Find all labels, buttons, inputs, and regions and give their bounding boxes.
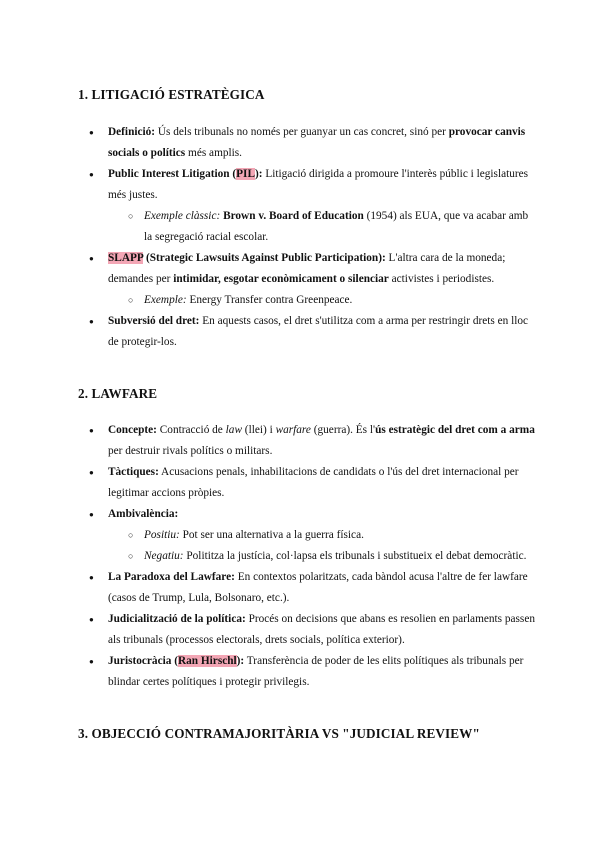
item-text: Polititza la justícia, col·lapsa els tribunals i substitueix el debat democràtic. bbox=[183, 550, 527, 562]
term: Tàctiques: bbox=[108, 466, 159, 478]
highlighted-term: Ran Hirschl bbox=[177, 655, 237, 667]
list-item-ambivalencia bbox=[78, 504, 538, 567]
sub-item-exemple-classic bbox=[108, 206, 538, 248]
section-title: 2. LAWFARE bbox=[78, 386, 158, 401]
section-title: 3. OBJECCIÓ CONTRAMAJORITÀRIA VS "JUDICIAL REVIEW" bbox=[78, 726, 480, 741]
section-litigacio-estrategica bbox=[78, 85, 538, 353]
item-text: (1954) als EUA, que va acabar amb la segregació racial escolar. bbox=[144, 210, 529, 243]
list-item-subversio bbox=[78, 311, 538, 353]
term: Ambivalència: bbox=[108, 508, 179, 520]
sub-list bbox=[108, 290, 538, 311]
italic-word: warfare bbox=[275, 424, 311, 436]
sub-list bbox=[108, 525, 538, 567]
term: Juristocràcia ( bbox=[108, 655, 178, 667]
bullet-list bbox=[78, 420, 538, 693]
item-text: (guerra). És l' bbox=[310, 424, 376, 436]
item-text: per destruir rivals polítics o militars. bbox=[108, 445, 273, 457]
term: Public Interest Litigation ( bbox=[108, 168, 237, 180]
list-item-slapp bbox=[78, 248, 538, 311]
highlighted-term: PIL bbox=[236, 168, 255, 180]
example-label: Exemple: bbox=[144, 294, 187, 306]
item-text: Procés on decisions que abans es resolien en parlaments passen als tribunals (processos electorals, drets socials, política exterior). bbox=[108, 613, 535, 646]
item-text: més amplis. bbox=[185, 147, 242, 159]
sub-label: Negatiu: bbox=[144, 550, 184, 562]
sub-label: Positiu: bbox=[144, 529, 180, 541]
item-text: Contracció de bbox=[156, 424, 226, 436]
bullet-list bbox=[78, 122, 538, 353]
sub-list bbox=[108, 206, 538, 248]
highlighted-term: SLAPP bbox=[108, 252, 144, 264]
term: (Strategic Lawsuits Against Public Participation): bbox=[143, 252, 386, 264]
list-item-tactiques bbox=[78, 462, 538, 504]
list-item-judicialitzacio bbox=[78, 609, 538, 651]
sub-item-positiu bbox=[108, 525, 538, 546]
list-item-definicio bbox=[78, 122, 538, 164]
italic-word: law bbox=[225, 424, 242, 436]
term: Subversió del dret: bbox=[108, 315, 200, 327]
emphasis: ús estratègic del dret com a arma bbox=[375, 424, 535, 436]
item-text: Energy Transfer contra Greenpeace. bbox=[186, 294, 353, 306]
item-text: En contextos polaritzats, cada bàndol acusa l'altre de fer lawfare (casos de Trump, Lula, Bolsonaro, etc.). bbox=[108, 571, 528, 604]
item-text: L'altra cara de la moneda; demandes per bbox=[108, 252, 506, 285]
term: Definició: bbox=[108, 126, 156, 138]
item-text: Litigació dirigida a promoure l'interès públic i legislatures més justes. bbox=[108, 168, 529, 201]
section-lawfare bbox=[78, 384, 538, 693]
emphasis: provocar canvis socials o polítics bbox=[108, 126, 526, 159]
item-text: (llei) i bbox=[241, 424, 276, 436]
list-item-paradoxa bbox=[78, 567, 538, 609]
term: ): bbox=[236, 655, 245, 667]
item-text: En aquests casos, el dret s'utilitza com a arma per restringir drets en lloc de protegir-los. bbox=[108, 315, 529, 348]
item-text: Transferència de poder de les elits polítiques als tribunals per blindar certes polítiques i protegir privilegis. bbox=[108, 655, 524, 688]
term: Judicialització de la política: bbox=[108, 613, 246, 625]
example-label: Exemple clàssic: bbox=[144, 210, 221, 222]
section-objeccio-contramajoritaria bbox=[78, 724, 538, 744]
item-text: Pot ser una alternativa a la guerra física. bbox=[179, 529, 364, 541]
term: ): bbox=[254, 168, 263, 180]
item-text: Acusacions penals, inhabilitacions de candidats o l'ús del dret internacional per legitimar accions pròpies. bbox=[108, 466, 519, 499]
term: Concepte: bbox=[108, 424, 157, 436]
emphasis: intimidar, esgotar econòmicament o silenciar bbox=[173, 273, 389, 285]
section-title: 1. LITIGACIÓ ESTRATÈGICA bbox=[78, 87, 265, 102]
list-item-juristocracia bbox=[78, 651, 538, 693]
emphasis: Brown v. Board of Education bbox=[223, 210, 364, 222]
term: La Paradoxa del Lawfare: bbox=[108, 571, 235, 583]
list-item-concepte bbox=[78, 420, 538, 462]
item-text: activistes i periodistes. bbox=[388, 273, 495, 285]
sub-item-negatiu bbox=[108, 546, 538, 567]
list-item-pil bbox=[78, 164, 538, 248]
sub-item-exemple bbox=[108, 290, 538, 311]
item-text: Ús dels tribunals no només per guanyar un cas concret, sinó per bbox=[155, 126, 449, 138]
